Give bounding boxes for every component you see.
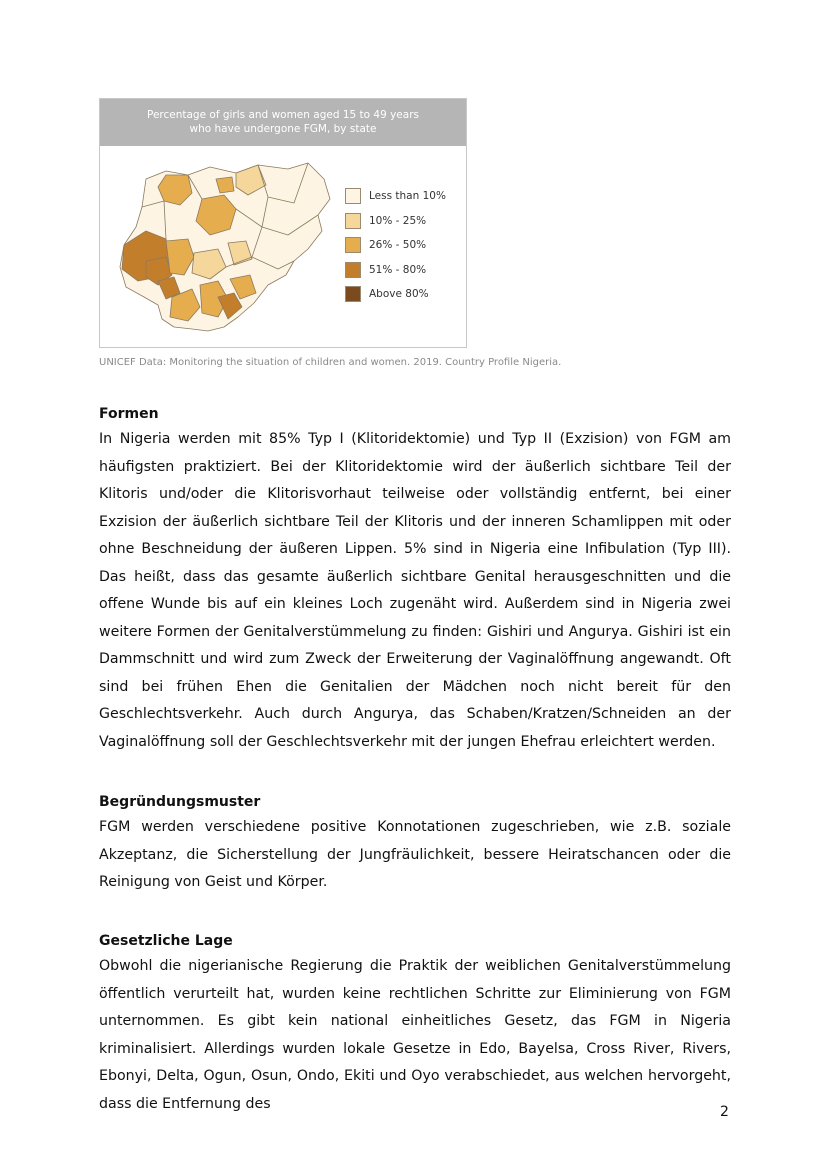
legend-item: [345, 213, 446, 229]
section-text: Obwohl die nigerianische Regierung die Praktik der weiblichen Genitalverstümmelung öffentlich verurteilt hat, wurden keine rechtlichen Schritte zur Eliminierung von FGM unternommen. Es gibt kein national einheitliches Gesetz, das FGM in Nigeria kriminalisiert. Allerdings wurden lokale Gesetze in Edo, Bayelsa, Cross River, Rivers, Ebonyi, Delta, Ogun, Osun, Ondo, Ekiti und Oyo verabschiedet, aus welchen hervorgeht, dass die Entfernung des: [99, 958, 731, 1112]
section-text: In Nigeria werden mit 85% Typ I (Klitoridektomie) und Typ II (Exzision) von FGM am häufigsten praktiziert. Bei der Klitoridektomie wird der äußerlich sichtbare Teil der Klitoris und/oder die Klitorisvorhaut teilweise oder vollständig entfernt, bei einer Exzision der äußerlich sichtbare Teil der Klitoris und der inneren Schamlippen mit oder ohne Beschneidung der äußeren Lippen. 5% sind in Nigeria eine Infibulation (Typ III). Das heißt, dass das gesamte äußerlich sichtbare Genital herausgeschnitten und die offene Wunde bis auf ein kleines Loch zugenäht wird. Außerdem sind in Nigeria zwei weitere Formen der Genitalverstümmelung zu finden: Gishiri und Angurya. Gishiri ist ein Dammschnitt und wird zum Zweck der Erweiterung der Vaginalöffnung angewandt. Oft sind bei frühen Ehen die Genitalien der Mädchen noch nicht bereit für den Geschlechtsverkehr. Auch durch Angurya, das Schaben/Kratzen/Schneiden an der Vaginalöffnung soll der Geschlechtsverkehr mit der jungen Ehefrau erleichtert werden.: [99, 431, 731, 750]
section-text: FGM werden verschiedene positive Konnotationen zugeschrieben, wie z.B. soziale Akzeptanz, die Sicherstellung der Jungfräulichkeit, bessere Heiratschancen oder die Reinigung von Geist und Körper.: [99, 819, 731, 890]
section-begruendungsmuster: [99, 792, 731, 897]
legend-label: 51% - 80%: [369, 263, 427, 276]
legend-swatch-10-25: [345, 213, 361, 229]
legend-item: [345, 262, 446, 278]
figure-title: [100, 99, 466, 146]
legend-swatch-51-80: [345, 262, 361, 278]
legend-swatch-26-50: [345, 237, 361, 253]
legend-item: [345, 237, 446, 253]
legend-swatch-less-than-10: [345, 188, 361, 204]
legend-label: 10% - 25%: [369, 214, 427, 227]
legend-label: Above 80%: [369, 288, 429, 300]
section-heading: Gesetzliche Lage: [99, 933, 233, 949]
legend-swatch-above-80: [345, 286, 361, 302]
section-heading: Begründungsmuster: [99, 794, 261, 810]
section-heading: Formen: [99, 406, 159, 422]
map-legend: [345, 188, 446, 311]
figure-title-line-2: who have undergone FGM, by state: [189, 123, 377, 135]
page-number: 2: [720, 1104, 729, 1120]
section-formen: [99, 404, 731, 756]
figure-caption: UNICEF Data: Monitoring the situation of children and women. 2019. Country Profile Nigeria.: [99, 357, 562, 368]
nigeria-map: [118, 157, 338, 337]
legend-item: [345, 286, 446, 302]
legend-item: [345, 188, 446, 204]
figure-title-line-1: Percentage of girls and women aged 15 to 49 years: [146, 109, 419, 121]
legend-label: Less than 10%: [369, 190, 446, 202]
fgm-map-figure: [99, 98, 467, 348]
section-gesetzliche-lage: [99, 931, 731, 1118]
legend-label: 26% - 50%: [369, 239, 427, 251]
